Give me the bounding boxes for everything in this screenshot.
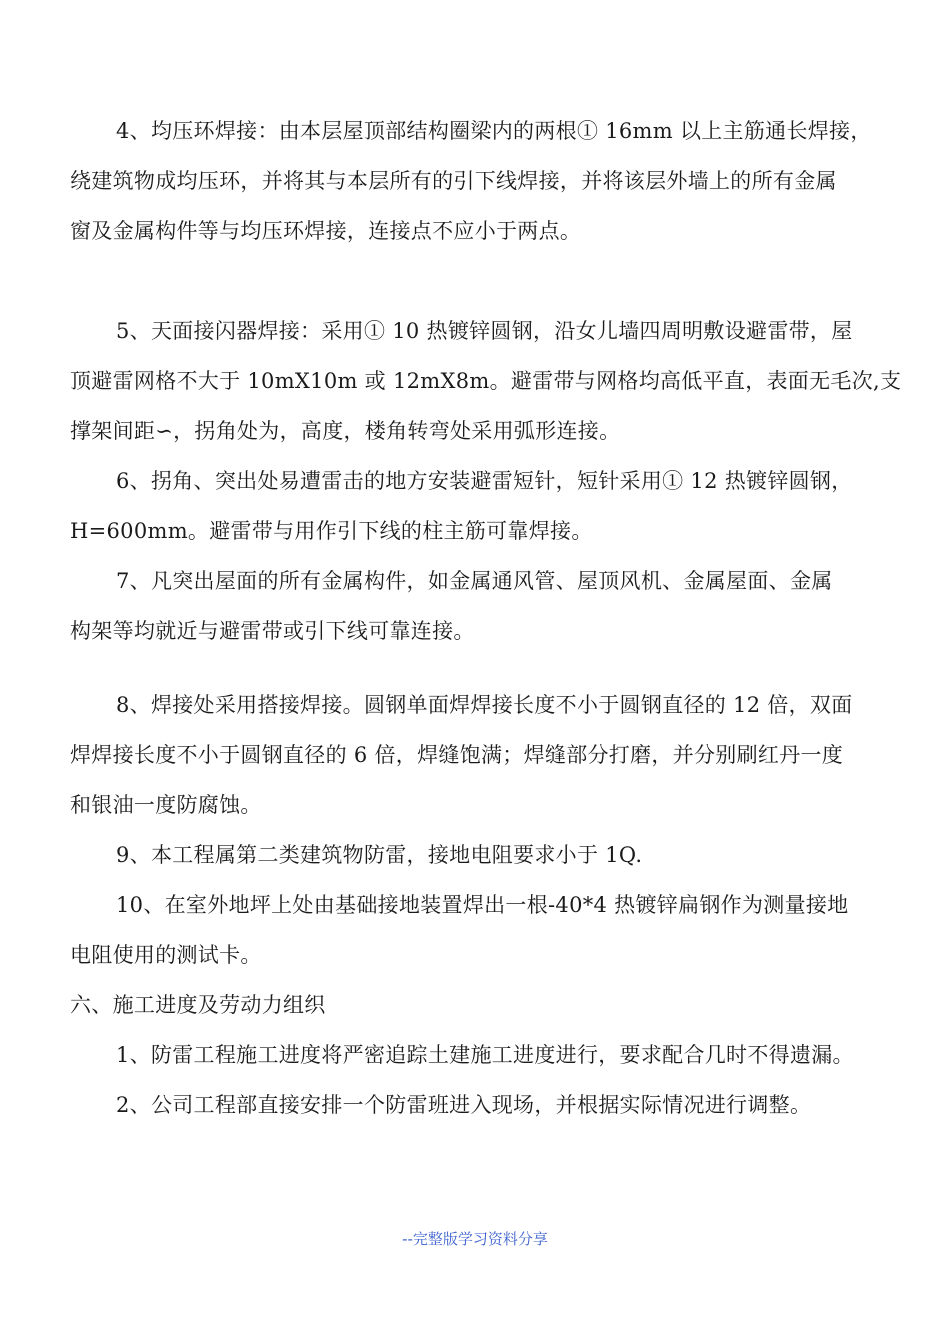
text-line: 顶避雷网格不大于 10mX10m 或 12mX8m。避雷带与网格均高低平直，表面无毛次,支 (70, 369, 902, 393)
text-line: 8、焊接处采用搭接焊接。圆钢单面焊焊接长度不小于圆钢直径的 12 倍，双面 (116, 693, 853, 717)
text-line: 撑架间距∽，拐角处为，高度，楼角转弯处采用弧形连接。 (70, 419, 621, 443)
text-line: 窗及金属构件等与均压环焊接，连接点不应小于两点。 (70, 219, 582, 243)
text-line: 7、凡突出屋面的所有金属构件，如金属通风管、屋顶风机、金属屋面、金属 (116, 569, 833, 593)
text-line: 9、本工程属第二类建筑物防雷，接地电阻要求小于 1Q. (116, 843, 643, 867)
text-line: 和银油一度防腐蚀。 (70, 793, 262, 817)
text-line: 10、在室外地坪上处由基础接地装置焊出一根-40*4 热镀锌扁钢作为测量接地 (116, 893, 849, 917)
text-line: 5、天面接闪器焊接：采用① 10 热镀锌圆钢，沿女儿墙四周明敷设避雷带，屋 (116, 319, 853, 343)
list-item: 2、公司工程部直接安排一个防雷班进入现场，并根据实际情况进行调整。 (116, 1093, 812, 1117)
text-line: 构架等均就近与避雷带或引下线可靠连接。 (70, 619, 475, 643)
text-line: 绕建筑物成均压环，并将其与本层所有的引下线焊接，并将该层外墙上的所有金属 (70, 169, 837, 193)
text-line: 6、拐角、突出处易遭雷击的地方安装避雷短针，短针采用① 12 热镀锌圆钢， (116, 469, 853, 493)
list-item: 1、防雷工程施工进度将严密追踪土建施工进度进行，要求配合几时不得遗漏。 (116, 1043, 854, 1067)
text-line: 4、均压环焊接：由本层屋顶部结构圈梁内的两根① 16mm 以上主筋通长焊接， (116, 119, 872, 143)
text-line: 电阻使用的测试卡。 (70, 943, 262, 967)
text-line: H=600mm。避雷带与用作引下线的柱主筋可靠焊接。 (70, 519, 593, 543)
page-footer: --完整版学习资料分享 (402, 1230, 548, 1248)
text-line: 焊焊接长度不小于圆钢直径的 6 倍，焊缝饱满；焊缝部分打磨，并分别刷红丹一度 (70, 743, 844, 767)
section-heading: 六、施工进度及劳动力组织 (70, 993, 326, 1017)
